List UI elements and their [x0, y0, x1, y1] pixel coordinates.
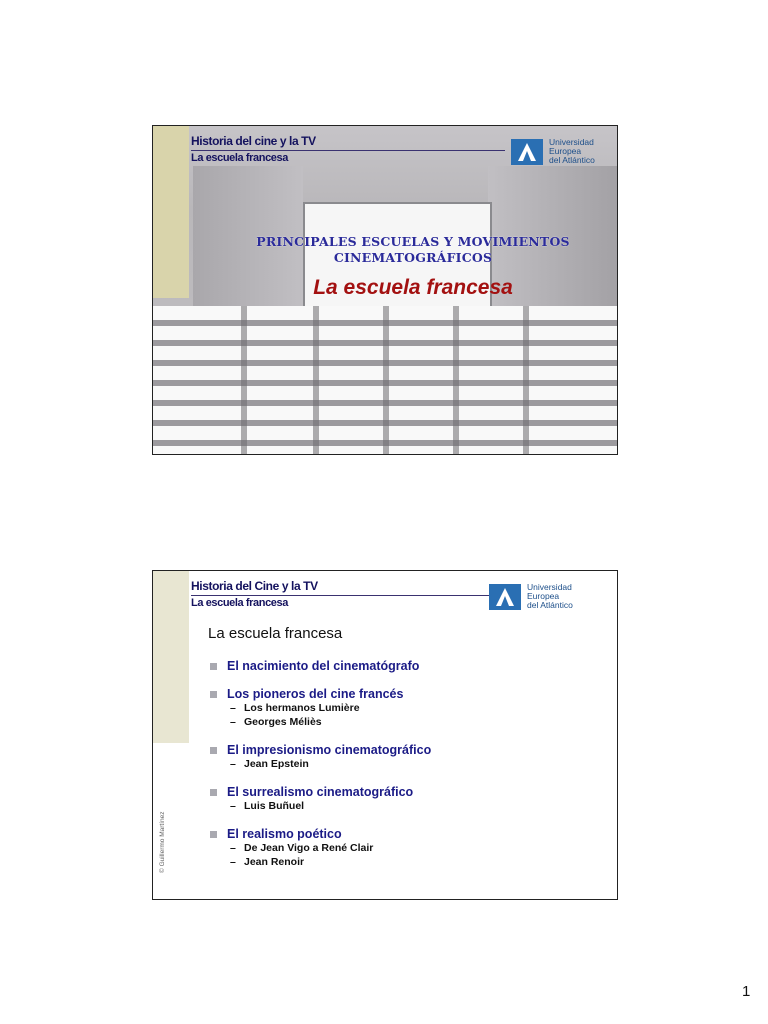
main-heading: [213, 234, 613, 266]
university-logo: [511, 138, 595, 165]
header-title: Historia del Cine y la TV: [191, 579, 318, 593]
topic-item: [210, 743, 600, 771]
topic-item: [210, 659, 600, 673]
topic-item: [210, 827, 600, 869]
sidebar-band: [153, 571, 189, 743]
main-heading-line-1: PRINCIPALES ESCUELAS Y MOVIMIENTOS: [256, 234, 570, 249]
header-divider: [191, 150, 505, 151]
square-bullet-icon: [210, 691, 217, 698]
subtopic-item: – Jean Renoir: [230, 856, 305, 868]
slide-title: La escuela francesa: [313, 276, 513, 299]
logo-line-2: Europea: [527, 591, 560, 601]
page-number: 1: [742, 983, 751, 1000]
copyright-notice: © Guillermo Martínez: [159, 811, 166, 873]
topic-label: El surrealismo cinematográfico: [227, 785, 414, 799]
topic-label: El realismo poético: [227, 827, 342, 841]
square-bullet-icon: [210, 663, 217, 670]
content-heading: La escuela francesa: [208, 625, 343, 642]
logo-line-3: del Atlántico: [527, 600, 573, 610]
logo-line-3: del Atlántico: [549, 155, 595, 165]
square-bullet-icon: [210, 831, 217, 838]
topic-item: [210, 687, 600, 729]
topic-label: Los pioneros del cine francés: [227, 687, 404, 701]
subtopic-item: – De Jean Vigo a René Clair: [230, 842, 374, 854]
topic-label: El nacimiento del cinematógrafo: [227, 659, 420, 673]
subtopic-item: – Georges Méliès: [230, 716, 322, 728]
logo-line-1: Universidad: [527, 582, 572, 592]
header-subtitle: La escuela francesa: [191, 152, 288, 164]
main-heading-line-2: CINEMATOGRÁFICOS: [333, 250, 493, 265]
slide-1: [152, 125, 618, 455]
square-bullet-icon: [210, 789, 217, 796]
subtopic-item: – Jean Epstein: [230, 758, 309, 770]
university-logo: [489, 583, 573, 610]
header-divider: [191, 595, 505, 596]
square-bullet-icon: [210, 747, 217, 754]
subtopic-item: – Los hermanos Lumière: [230, 702, 360, 714]
subtopic-item: – Luis Buñuel: [230, 800, 305, 812]
logo-line-2: Europea: [549, 146, 582, 156]
logo-line-1: Universidad: [549, 137, 594, 147]
header-subtitle: La escuela francesa: [191, 597, 288, 609]
topic-list: [210, 659, 600, 883]
topic-label: El impresionismo cinematográfico: [227, 743, 432, 757]
slide-2: [152, 570, 618, 900]
logo-a-icon: [489, 584, 521, 610]
logo-a-icon: [511, 139, 543, 165]
sidebar-band: [153, 126, 189, 298]
header-title: Historia del cine y la TV: [191, 134, 316, 148]
topic-item: [210, 785, 600, 813]
